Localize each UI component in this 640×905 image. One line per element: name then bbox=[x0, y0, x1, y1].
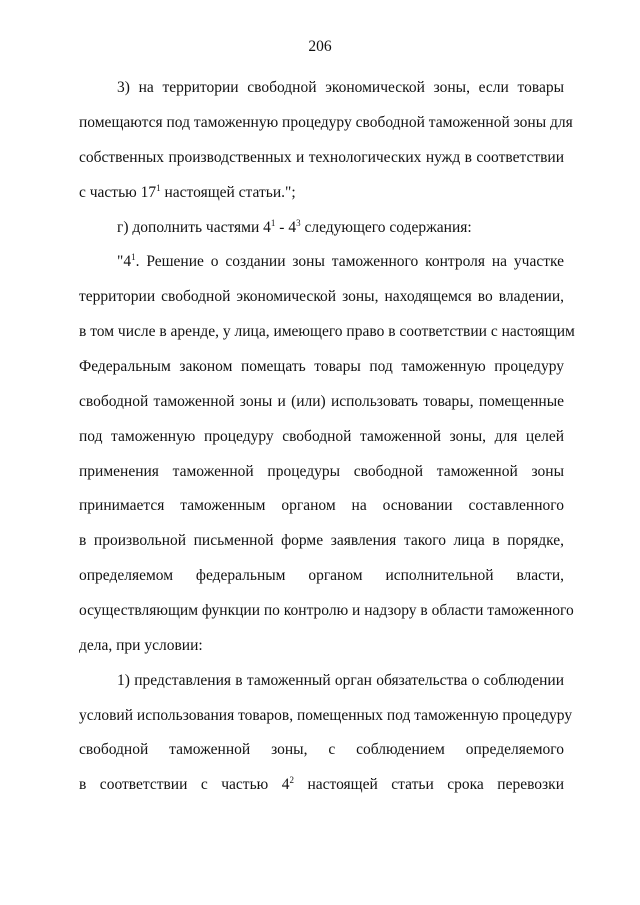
text-line: свободной таможенной зоны, с соблюдением определяемого bbox=[79, 741, 564, 758]
text-line: условий использования товаров, помещенных под таможенную процедуру bbox=[79, 707, 573, 724]
text-line: г) дополнить частями $4^1 - 4^3$ следующего содержания: bbox=[117, 218, 472, 236]
text-line: осуществляющим функции по контролю и надзору в области таможенного bbox=[79, 602, 574, 619]
text-line: применения таможенной процедуры свободной таможенной зоны bbox=[79, 463, 564, 480]
text-line: собственных производственных и технологических нужд в соответствии bbox=[79, 149, 564, 166]
page-number: 206 bbox=[308, 38, 332, 55]
text-line: в произвольной письменной форме заявления такого лица в порядке, bbox=[79, 532, 564, 549]
text-line: Федеральным законом помещать товары под таможенную процедуру bbox=[79, 358, 564, 375]
text-line: в соответствии с частью $4^2$ настоящей статьи срока перевозки bbox=[79, 775, 564, 793]
text-line: свободной таможенной зоны и (или) использовать товары, помещенные bbox=[79, 393, 564, 410]
text-line: под таможенную процедуру свободной таможенной зоны, для целей bbox=[79, 428, 564, 445]
text-line: определяемом федеральным органом исполнительной власти, bbox=[79, 567, 564, 584]
text-line: в том числе в аренде, у лица, имеющего право в соответствии с настоящим bbox=[79, 323, 575, 340]
text-line: с частью $17^1$ настоящей статьи."; bbox=[79, 183, 296, 201]
text-line: территории свободной экономической зоны, находящемся во владении, bbox=[79, 288, 564, 305]
text-line: 3) на территории свободной экономической зоны, если товары bbox=[117, 79, 564, 96]
text-line: 1) представления в таможенный орган обязательства о соблюдении bbox=[117, 672, 564, 689]
text-line: дела, при условии: bbox=[79, 637, 203, 654]
text-line: принимается таможенным органом на основании составленного bbox=[79, 497, 564, 514]
text-line: "$4^1$. Решение о создании зоны таможенного контроля на участке bbox=[117, 252, 564, 270]
text-line: помещаются под таможенную процедуру свободной таможенной зоны для bbox=[79, 114, 573, 131]
